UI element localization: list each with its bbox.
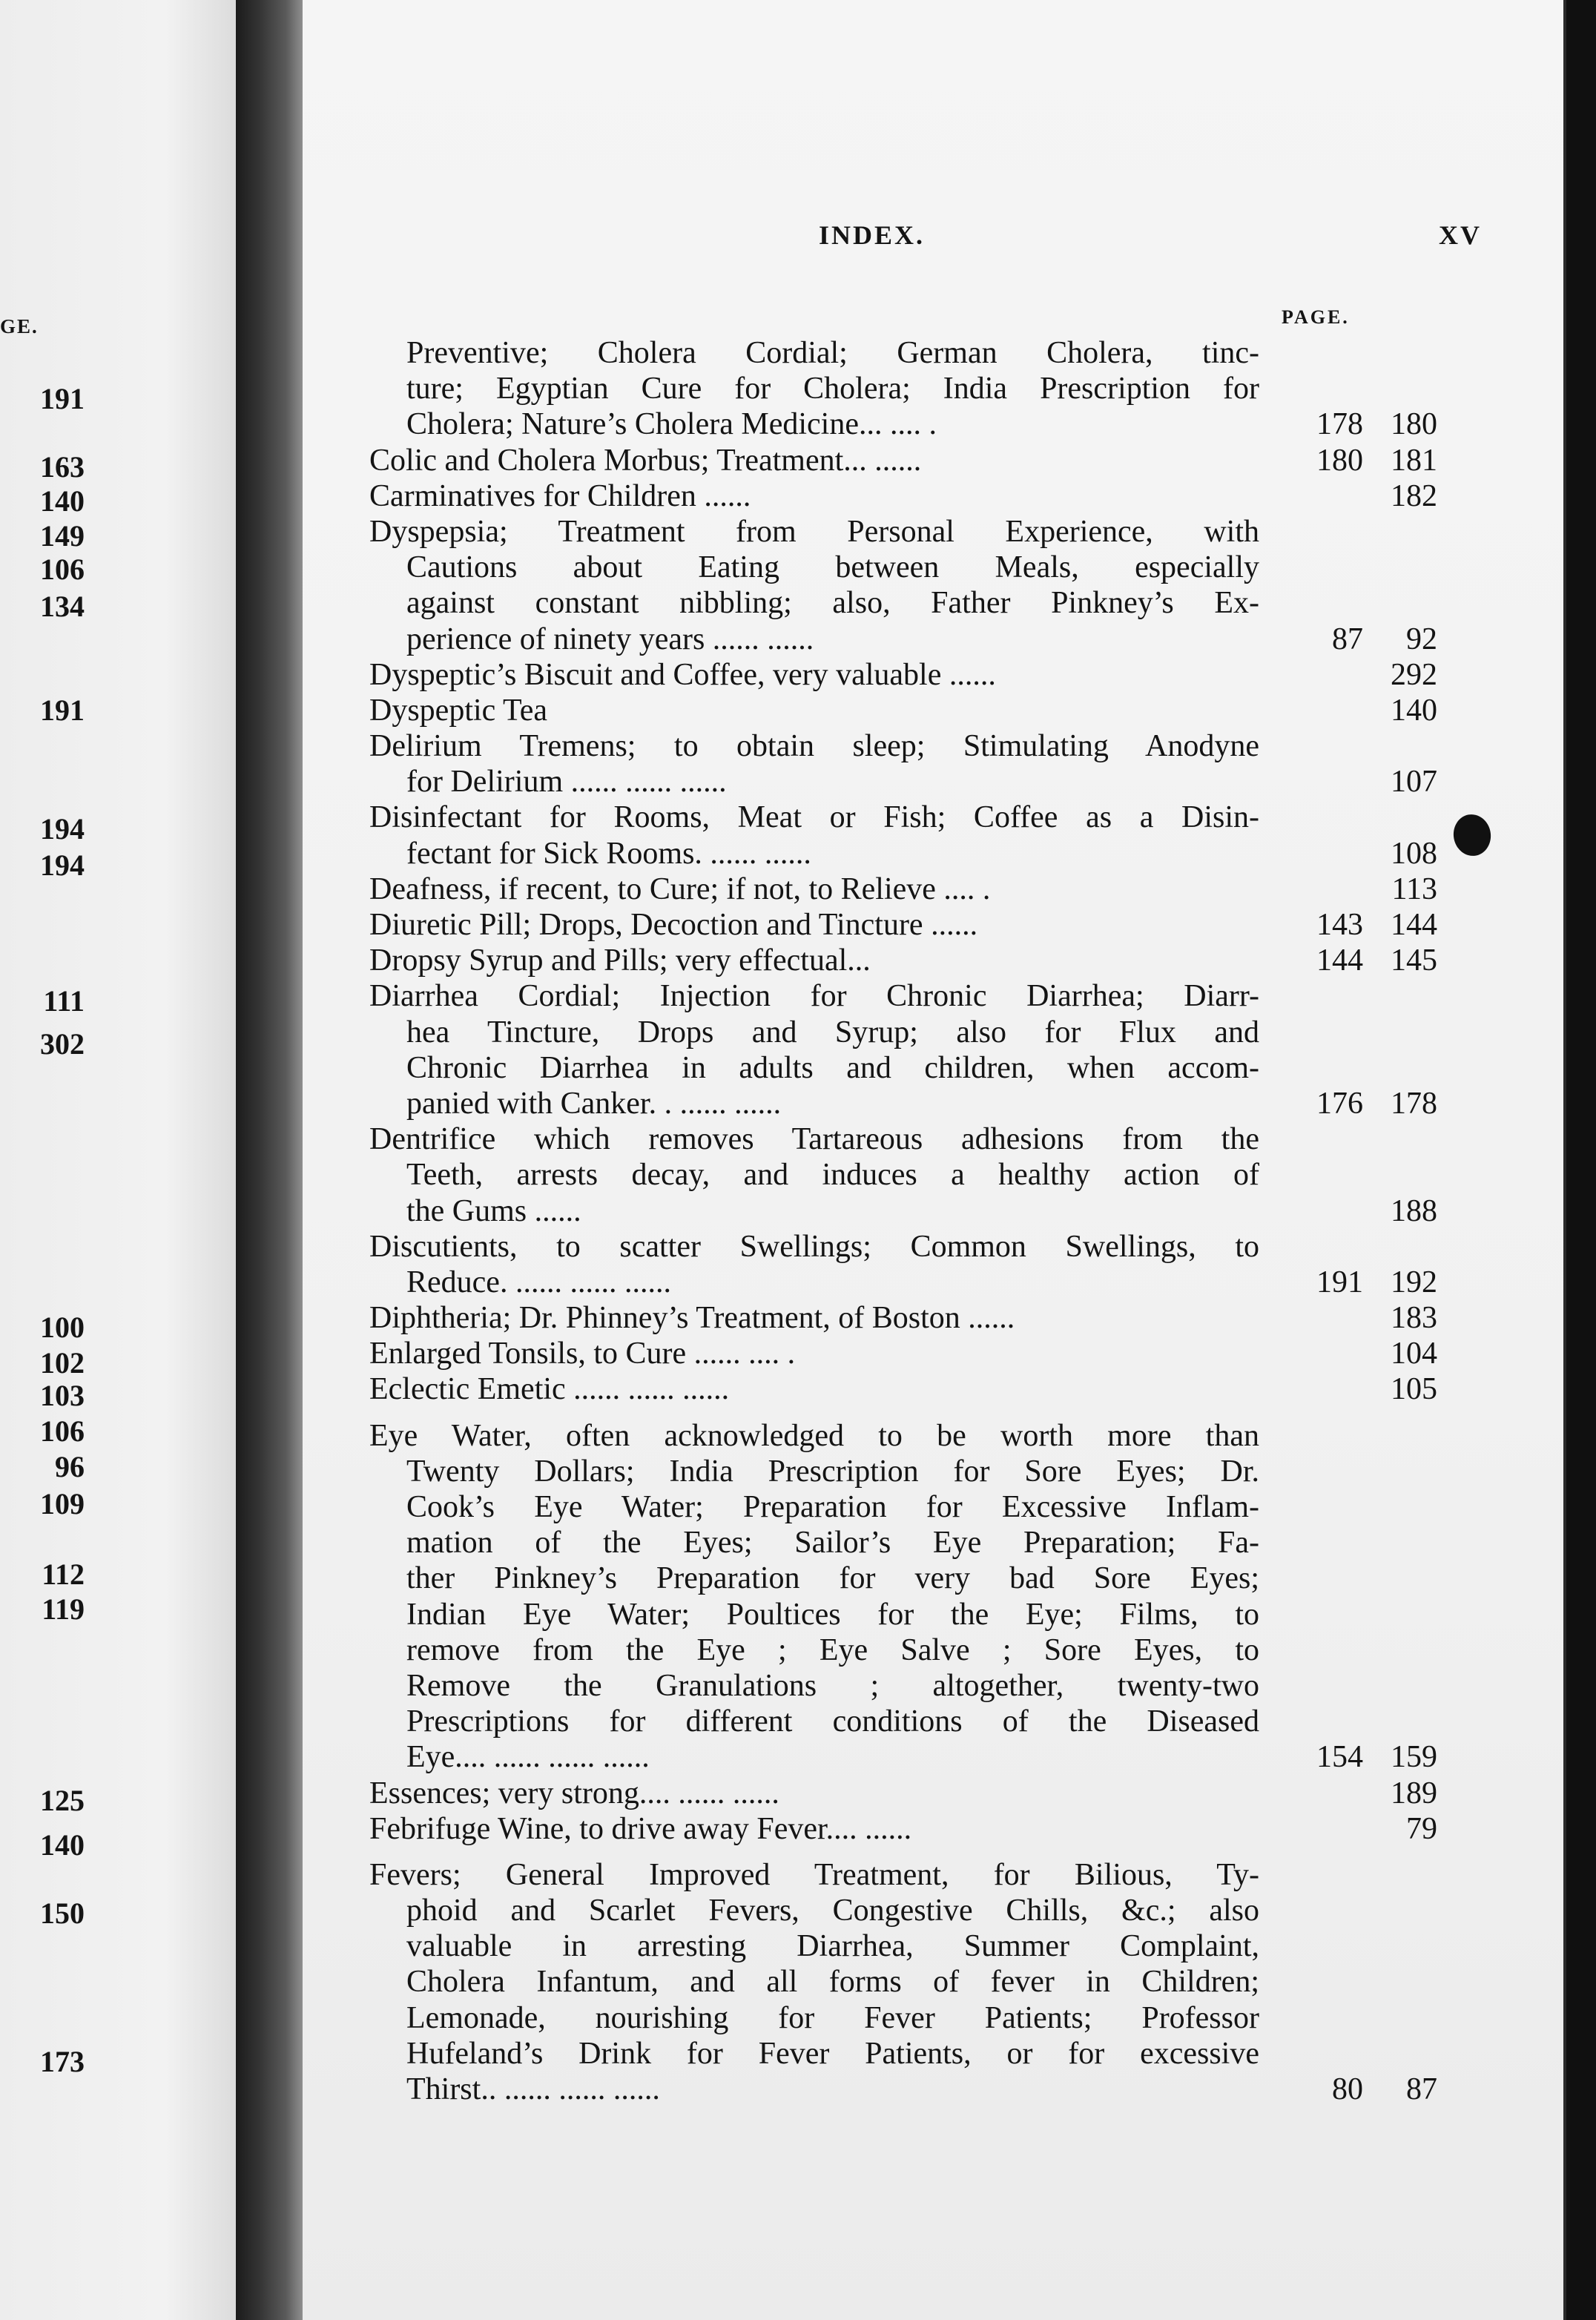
entry-text: Cautions about Eating between Meals, especially [406,550,1259,585]
index-entry-line [369,1893,1430,1928]
index-entry-line [369,836,1437,871]
entry-text: ther Pinkney’s Preparation for very bad Sore Eyes; [406,1561,1259,1596]
page-end: 181 [1391,443,1437,478]
page-reference [1296,1265,1437,1300]
page-reference [1296,1193,1437,1229]
page-end: 192 [1391,1265,1437,1299]
entry-text: Lemonade, nourishing for Fever Patients; Professor [406,2000,1259,2035]
page-reference [1296,406,1437,442]
entry-text: against constant nibbling; also, Father Pinkney’s Ex- [406,586,1259,621]
running-header [303,220,1563,257]
entry-text: Reduce. ...... ...... ...... [406,1265,671,1299]
page-reference [1296,1811,1437,1847]
index-entry-line [369,907,1437,943]
index-entry [369,1776,1437,1811]
left-page-number: 100 [40,1311,85,1344]
index-entry-line [369,1300,1437,1336]
index-entry [369,1229,1437,1300]
page-end: 113 [1391,871,1437,906]
entry-text: mation of the Eyes; Sailor’s Eye Preparation; Fa- [406,1526,1259,1561]
entry-text: hea Tincture, Drops and Syrup; also for Flux and [406,1015,1259,1049]
index-entry-line [369,622,1437,657]
entry-text: Deafness, if recent, to Cure; if not, to Relieve .... . [369,871,991,906]
left-page-number: 106 [40,553,85,586]
index-entry-line [369,1193,1437,1229]
index-entry [369,657,1437,693]
index-entry-line [369,1597,1430,1632]
entry-text: Eye.... ...... ...... ...... [406,1740,650,1775]
index-entry-line [369,657,1437,693]
entry-text: Eye Water, often acknowledged to be worth more than [369,1418,1259,1453]
entry-text: Enlarged Tonsils, to Cure ...... .... . [369,1337,796,1371]
entry-text: Diuretic Pill; Drops, Decoction and Tincture ...... [369,908,978,942]
book-gutter [236,0,303,2320]
previous-page-strip [0,0,236,2320]
page-reference [1296,622,1437,657]
page-end: 79 [1406,1811,1437,1846]
page-end: 140 [1391,693,1437,728]
index-entry-line [369,1418,1430,1454]
index-entry-line [369,1454,1430,1489]
index-entry-line [369,1739,1437,1775]
entry-text: Hufeland’s Drink for Fever Patients, or for excessive [406,2036,1259,2071]
page-reference [1296,443,1437,478]
index-entry [369,514,1437,657]
index-entry-line [369,1050,1430,1086]
left-page-number: 112 [42,1558,85,1591]
entry-text: phoid and Scarlet Fevers, Congestive Chills, &c.; also [406,1894,1259,1928]
page-end: 104 [1391,1337,1437,1371]
index-entry-line [369,1964,1430,2000]
entry-text: panied with Canker. . ...... ...... [406,1086,782,1121]
entry-text: Discutients, to scatter Swellings; Common Swellings, to [369,1229,1259,1264]
entry-text: Disinfectant for Rooms, Meat or Fish; Coffee as a Disin- [369,800,1259,835]
left-page-number: 140 [40,484,85,518]
entry-text: Dyspeptic Tea [369,693,548,728]
left-page-number: 191 [40,382,85,415]
page-reference [1296,871,1437,907]
entry-text: remove from the Eye ; Eye Salve ; Sore Eyes, to [406,1632,1259,1667]
left-page-number: 125 [40,1784,85,1817]
index-entry-line [369,406,1437,442]
page-reference [1296,907,1437,943]
entry-text: Teeth, arrests decay, and induces a healthy action of [406,1158,1259,1193]
entry-text: Cook’s Eye Water; Preparation for Excessive Inflam- [406,1490,1259,1524]
page-end: 107 [1391,765,1437,800]
page-end: 189 [1391,1776,1437,1810]
index-entry-line [369,1668,1430,1704]
index-entry-line [369,2036,1430,2072]
left-page-number: 194 [40,812,85,846]
page-end: 292 [1391,657,1437,692]
page-start: 191 [1316,1265,1363,1299]
entry-text: perience of ninety years ...... ...... [406,622,814,656]
left-page-number: 140 [40,1828,85,1862]
entry-text: Twenty Dollars; India Prescription for Sore Eyes; Dr. [406,1454,1259,1489]
entry-text: Essences; very strong.... ...... ...... [369,1776,779,1810]
index-entry [369,943,1437,978]
page-start: 80 [1332,2072,1363,2106]
page-reference [1296,657,1437,693]
page-start: 154 [1316,1740,1363,1775]
index-entry-line [369,1265,1437,1300]
index-entry [369,1336,1437,1371]
index-entry-line [369,1229,1430,1265]
left-page-number: 134 [40,590,85,623]
index-entry [369,871,1437,907]
left-page-number: 109 [40,1487,85,1520]
index-entry-line [369,693,1437,728]
index-entry [369,1121,1437,1229]
entry-text: valuable in arresting Diarrhea, Summer Complaint, [406,1929,1259,1964]
page-reference [1296,764,1437,800]
entry-text: Carminatives for Children ...... [369,478,751,513]
page-edge [1566,0,1596,2320]
index-entry-line [369,728,1430,764]
entry-text: Chronic Diarrhea in adults and children, when accom- [406,1050,1259,1085]
entry-text: Febrifuge Wine, to drive away Fever.... ...... [369,1811,912,1846]
index-entry [369,728,1437,800]
left-page-number: 103 [40,1379,85,1412]
page-end: 188 [1391,1193,1437,1228]
left-page-number: 191 [40,693,85,727]
left-page-number: 96 [55,1450,85,1483]
page-reference [1296,836,1437,871]
page-start: 143 [1316,908,1363,942]
entry-text: Remove the Granulations ; altogether, twenty-two [406,1668,1259,1703]
page-reference [1296,1336,1437,1371]
index-entry-line [369,1489,1430,1525]
index-entry [369,800,1437,871]
left-page-number: 302 [40,1027,85,1061]
page-reference [1296,478,1437,514]
page-start: 176 [1316,1086,1363,1121]
entry-text: Cholera; Nature’s Cholera Medicine... .... . [406,407,937,442]
left-page-number: 163 [40,450,85,484]
page-start: 180 [1316,443,1363,478]
page-end: 178 [1391,1086,1437,1121]
index-entry-list [369,335,1437,2107]
index-entry-line [369,1811,1437,1847]
index-entry-line [369,1157,1430,1193]
index-entry-line [369,478,1437,514]
index-entry-line [369,1371,1437,1407]
entry-text: Diarrhea Cordial; Injection for Chronic Diarrhea; Diarr- [369,979,1259,1014]
page-end: 105 [1391,1372,1437,1407]
index-entry-line [369,1632,1430,1668]
left-page-number: 111 [43,984,85,1018]
entry-text: Indian Eye Water; Poultices for the Eye; Films, to [406,1597,1259,1632]
index-entry-line [369,1121,1430,1157]
page-title: INDEX. [819,220,926,250]
index-entry-line [369,1525,1430,1561]
page-reference [1296,1371,1437,1407]
index-entry-line [369,943,1437,978]
index-entry-line [369,800,1430,835]
index-entry-line [369,1086,1437,1121]
index-entry-line [369,443,1437,478]
index-entry [369,1371,1437,1407]
index-entry [369,1300,1437,1336]
entry-text: Dentrifice which removes Tartareous adhesions from the [369,1122,1259,1157]
page-folio: XV [1439,220,1482,250]
entry-text: fectant for Sick Rooms. ...... ...... [406,836,811,871]
index-entry-line [369,514,1430,550]
entry-text: Dropsy Syrup and Pills; very effectual... [369,943,871,978]
entry-text: Cholera Infantum, and all forms of fever in Children; [406,1965,1259,2000]
page-reference [1296,943,1437,978]
page-end: 87 [1406,2072,1437,2106]
page-start: 144 [1316,943,1363,978]
page-start: 87 [1332,622,1363,656]
index-entry-line [369,1015,1430,1050]
left-page-number: 149 [40,519,85,553]
index-entry-line [369,1857,1430,1893]
index-entry-line [369,550,1430,585]
entry-text: Delirium Tremens; to obtain sleep; Stimulating Anodyne [369,729,1259,764]
index-entry [369,693,1437,728]
entry-text: Preventive; Cholera Cordial; German Cholera, tinc- [406,336,1259,370]
page-start: 178 [1316,407,1363,442]
index-entry [369,1811,1437,1847]
page-reference [1296,693,1437,728]
page-reference [1296,1086,1437,1121]
left-page-number: 102 [40,1346,85,1380]
index-entry [369,1418,1437,1776]
page-end: 144 [1391,908,1437,942]
page-reference [1296,1776,1437,1811]
index-page [303,0,1566,2320]
page-reference [1296,2072,1437,2107]
page-end: 182 [1391,478,1437,513]
left-page-number: 150 [40,1896,85,1930]
index-entry-line [369,1561,1430,1596]
page-end: 108 [1391,836,1437,871]
page-end: 180 [1391,407,1437,442]
page-end: 183 [1391,1301,1437,1336]
index-entry [369,1857,1437,2107]
entry-text: Dyspeptic’s Biscuit and Coffee, very valuable ...... [369,657,996,692]
entry-text: Eclectic Emetic ...... ...... ...... [369,1372,730,1407]
entry-text: Fevers; General Improved Treatment, for Bilious, Ty- [369,1857,1259,1892]
left-page-number-column [0,0,89,2320]
index-entry [369,335,1437,443]
left-page-number: 119 [42,1592,85,1626]
page-end: 145 [1391,943,1437,978]
index-entry [369,978,1437,1121]
entry-text: Dyspepsia; Treatment from Personal Experience, with [369,514,1259,549]
index-entry-line [369,764,1437,800]
entry-text: Colic and Cholera Morbus; Treatment... ...... [369,443,922,478]
page-reference [1296,1739,1437,1775]
entry-text: Thirst.. ...... ...... ...... [406,2072,660,2106]
index-entry-line [369,1928,1430,1964]
index-entry-line [369,335,1430,371]
left-page-number: 194 [40,848,85,882]
index-entry [369,478,1437,514]
index-entry [369,907,1437,943]
page-end: 159 [1391,1740,1437,1775]
page-end: 92 [1406,622,1437,656]
entry-text: ture; Egyptian Cure for Cholera; India Prescription for [406,372,1259,406]
index-entry-line [369,978,1430,1014]
index-entry-line [369,585,1430,621]
page-reference [1296,1300,1437,1336]
index-entry-line [369,371,1430,406]
left-page-number: 173 [40,2045,85,2078]
index-entry-line [369,2072,1437,2107]
left-page-header-fragment: GE. [0,315,39,337]
entry-text: Prescriptions for different conditions of the Diseased [406,1704,1259,1739]
entry-text: Diphtheria; Dr. Phinney’s Treatment, of Boston ...... [369,1301,1015,1336]
entry-text: the Gums ...... [406,1193,581,1228]
index-entry-line [369,871,1437,907]
index-entry-line [369,1704,1430,1739]
index-entry-line [369,1776,1437,1811]
entry-text: for Delirium ...... ...... ...... [406,765,727,800]
page-column-label: PAGE. [1282,306,1350,328]
index-entry-line [369,2000,1430,2036]
left-page-number: 106 [40,1414,85,1448]
index-entry-line [369,1336,1437,1371]
index-entry [369,443,1437,478]
